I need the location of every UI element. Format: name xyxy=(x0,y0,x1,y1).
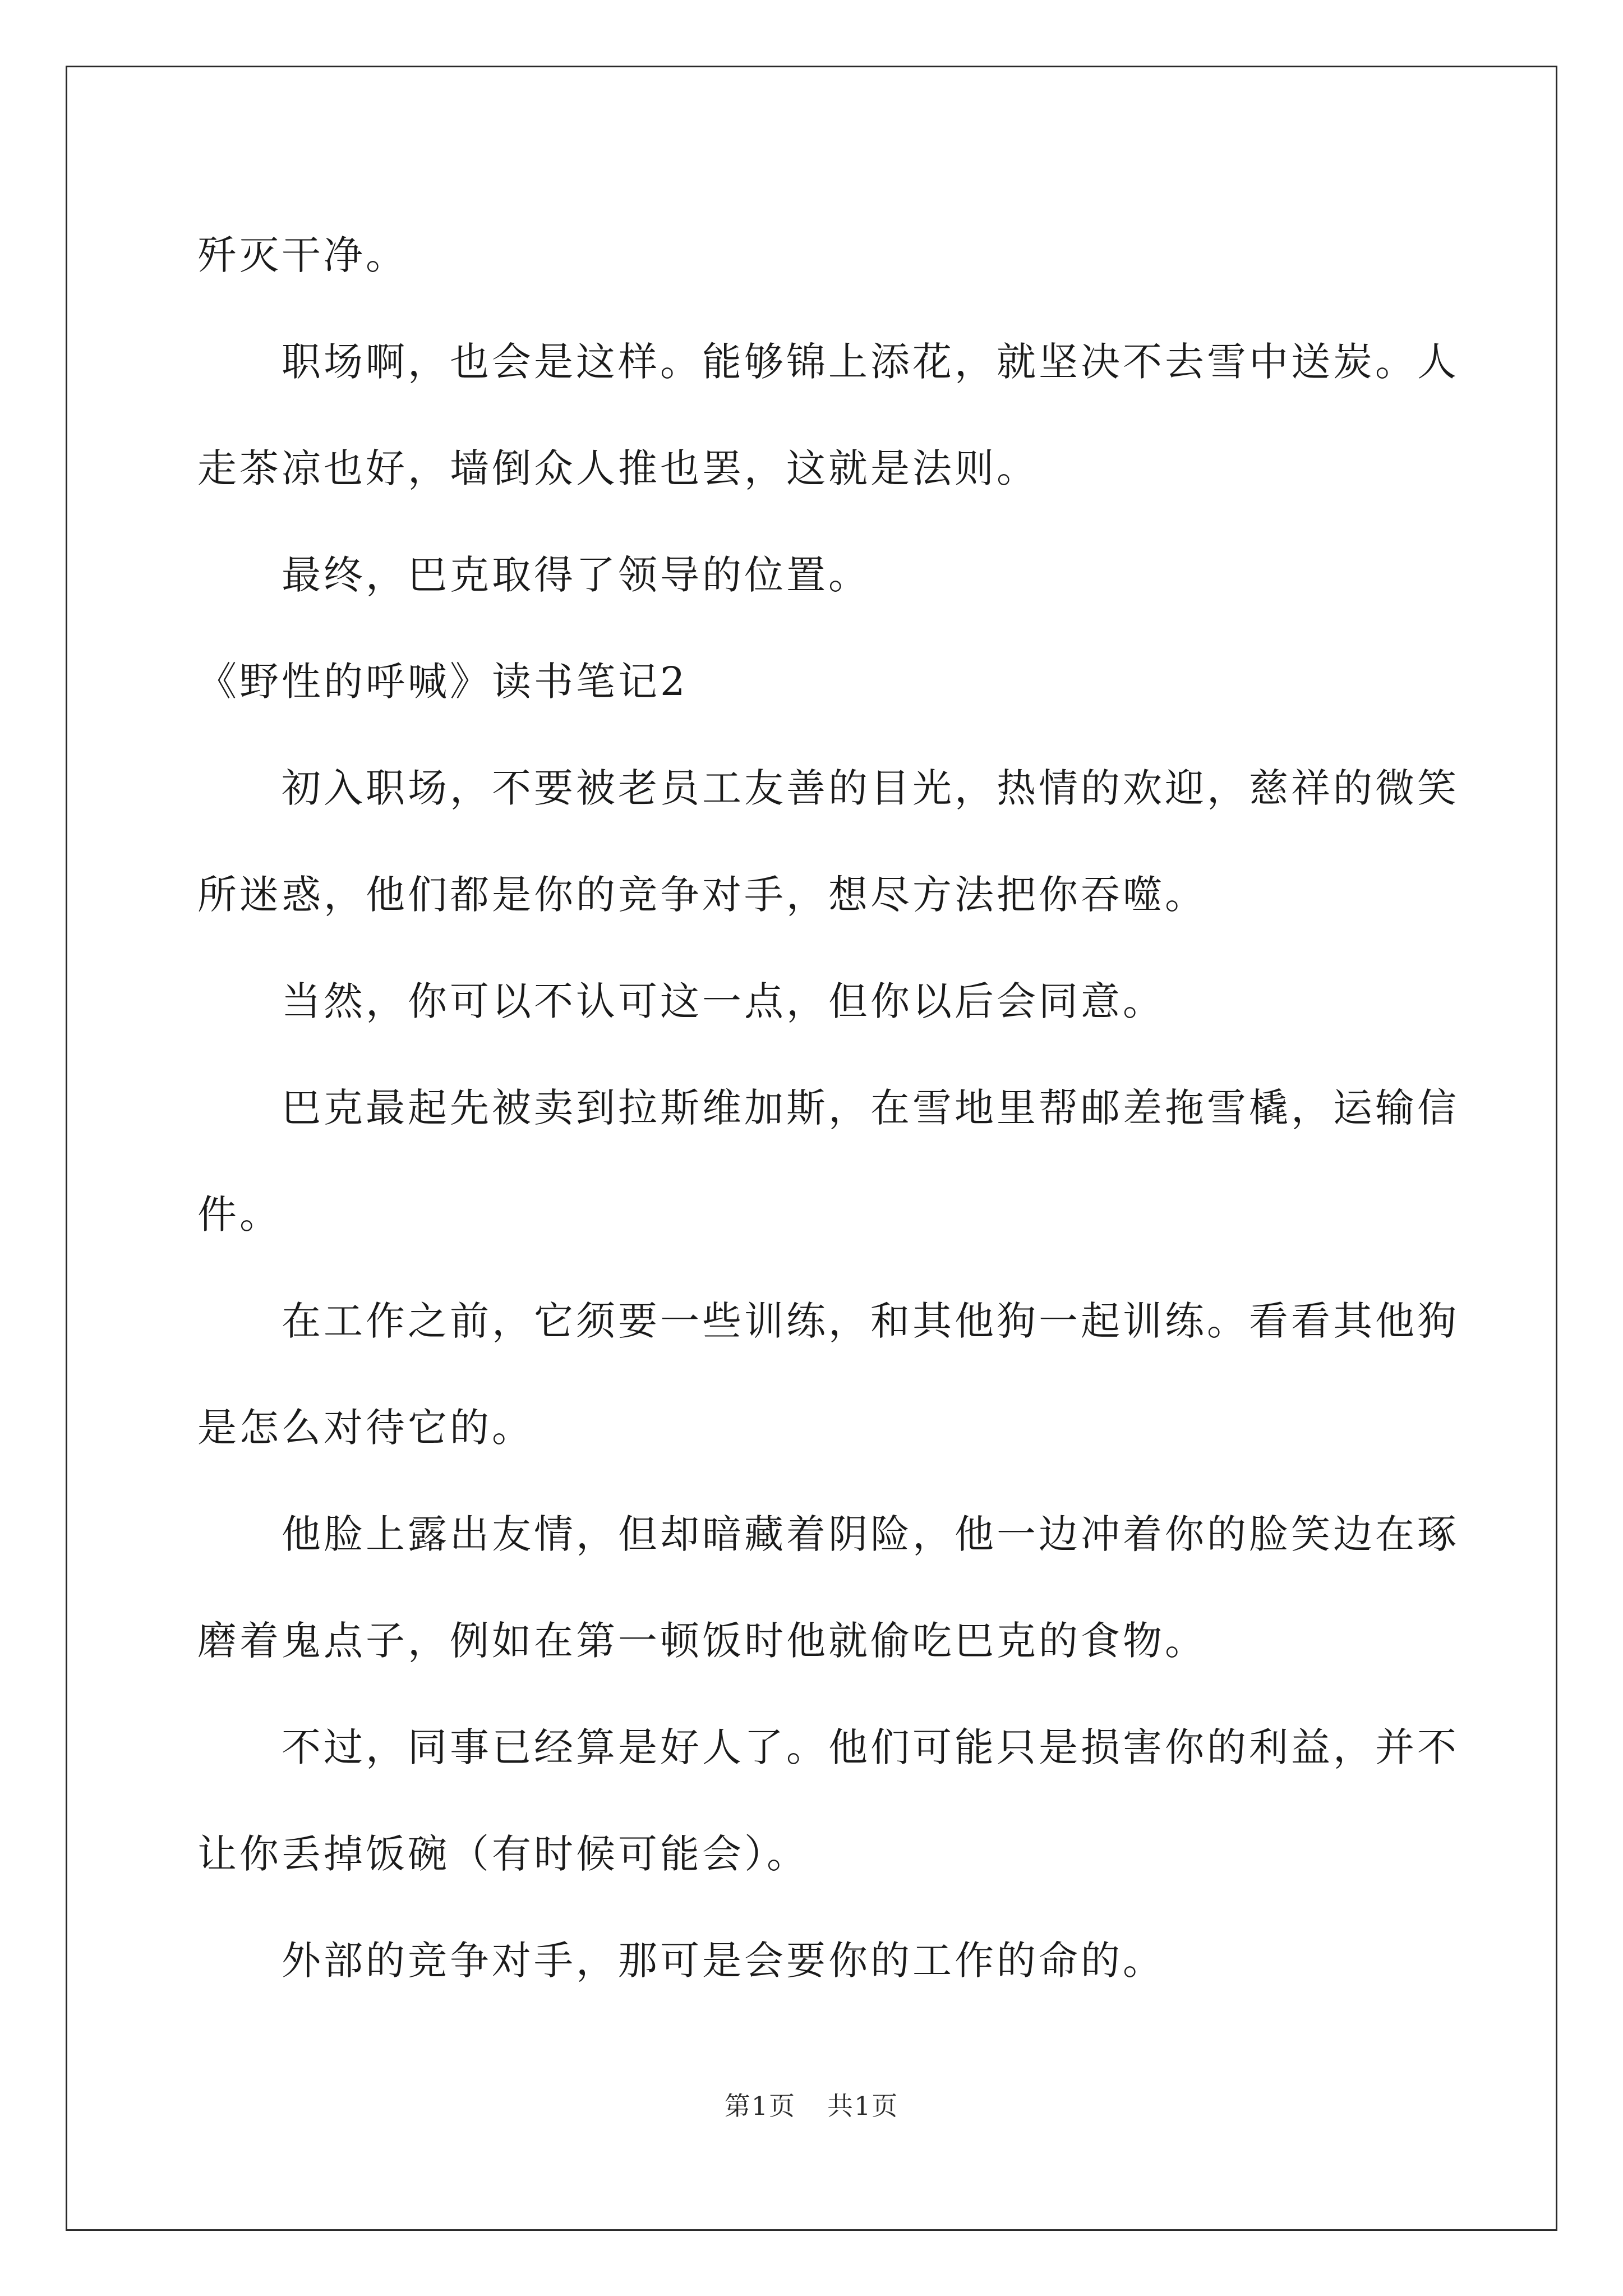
document-body xyxy=(197,202,1459,2014)
body-line: 职场啊，也会是这样。能够锦上添花，就坚决不去雪中送炭。人 xyxy=(282,339,1459,385)
body-line: 是怎么对待它的。 xyxy=(197,1405,534,1451)
section-heading: 《野性的呼喊》读书笔记2 xyxy=(197,659,688,705)
body-line: 巴克最起先被卖到拉斯维加斯，在雪地里帮邮差拖雪橇，运输信 xyxy=(282,1085,1459,1131)
body-line: 走茶凉也好，墙倒众人推也罢，这就是法则。 xyxy=(197,445,1039,491)
page-footer xyxy=(0,2086,1623,2123)
body-line: 最终，巴克取得了领导的位置。 xyxy=(282,552,870,598)
page-number-current: 第1页 xyxy=(724,2091,796,2121)
body-line: 他脸上露出友情，但却暗藏着阴险，他一边冲着你的脸笑边在琢 xyxy=(282,1511,1459,1557)
body-line: 歼灭干净。 xyxy=(197,232,408,278)
body-line: 初入职场，不要被老员工友善的目光，热情的欢迎，慈祥的微笑 xyxy=(282,765,1459,811)
body-line: 外部的竞争对手，那可是会要你的工作的命的。 xyxy=(282,1938,1165,1984)
body-line: 磨着鬼点子，例如在第一顿饭时他就偷吃巴克的食物。 xyxy=(197,1618,1207,1664)
body-line: 在工作之前，它须要一些训练，和其他狗一起训练。看看其他狗 xyxy=(282,1298,1459,1344)
body-line: 不过，同事已经算是好人了。他们可能只是损害你的利益，并不 xyxy=(282,1724,1459,1770)
page-number-total: 共1页 xyxy=(827,2091,899,2121)
body-line: 当然，你可以不认可这一点，但你以后会同意。 xyxy=(282,978,1165,1024)
body-line: 让你丢掉饭碗（有时候可能会）。 xyxy=(197,1831,809,1877)
body-line: 件。 xyxy=(197,1191,282,1237)
body-line: 所迷惑，他们都是你的竞争对手，想尽方法把你吞噬。 xyxy=(197,872,1207,918)
